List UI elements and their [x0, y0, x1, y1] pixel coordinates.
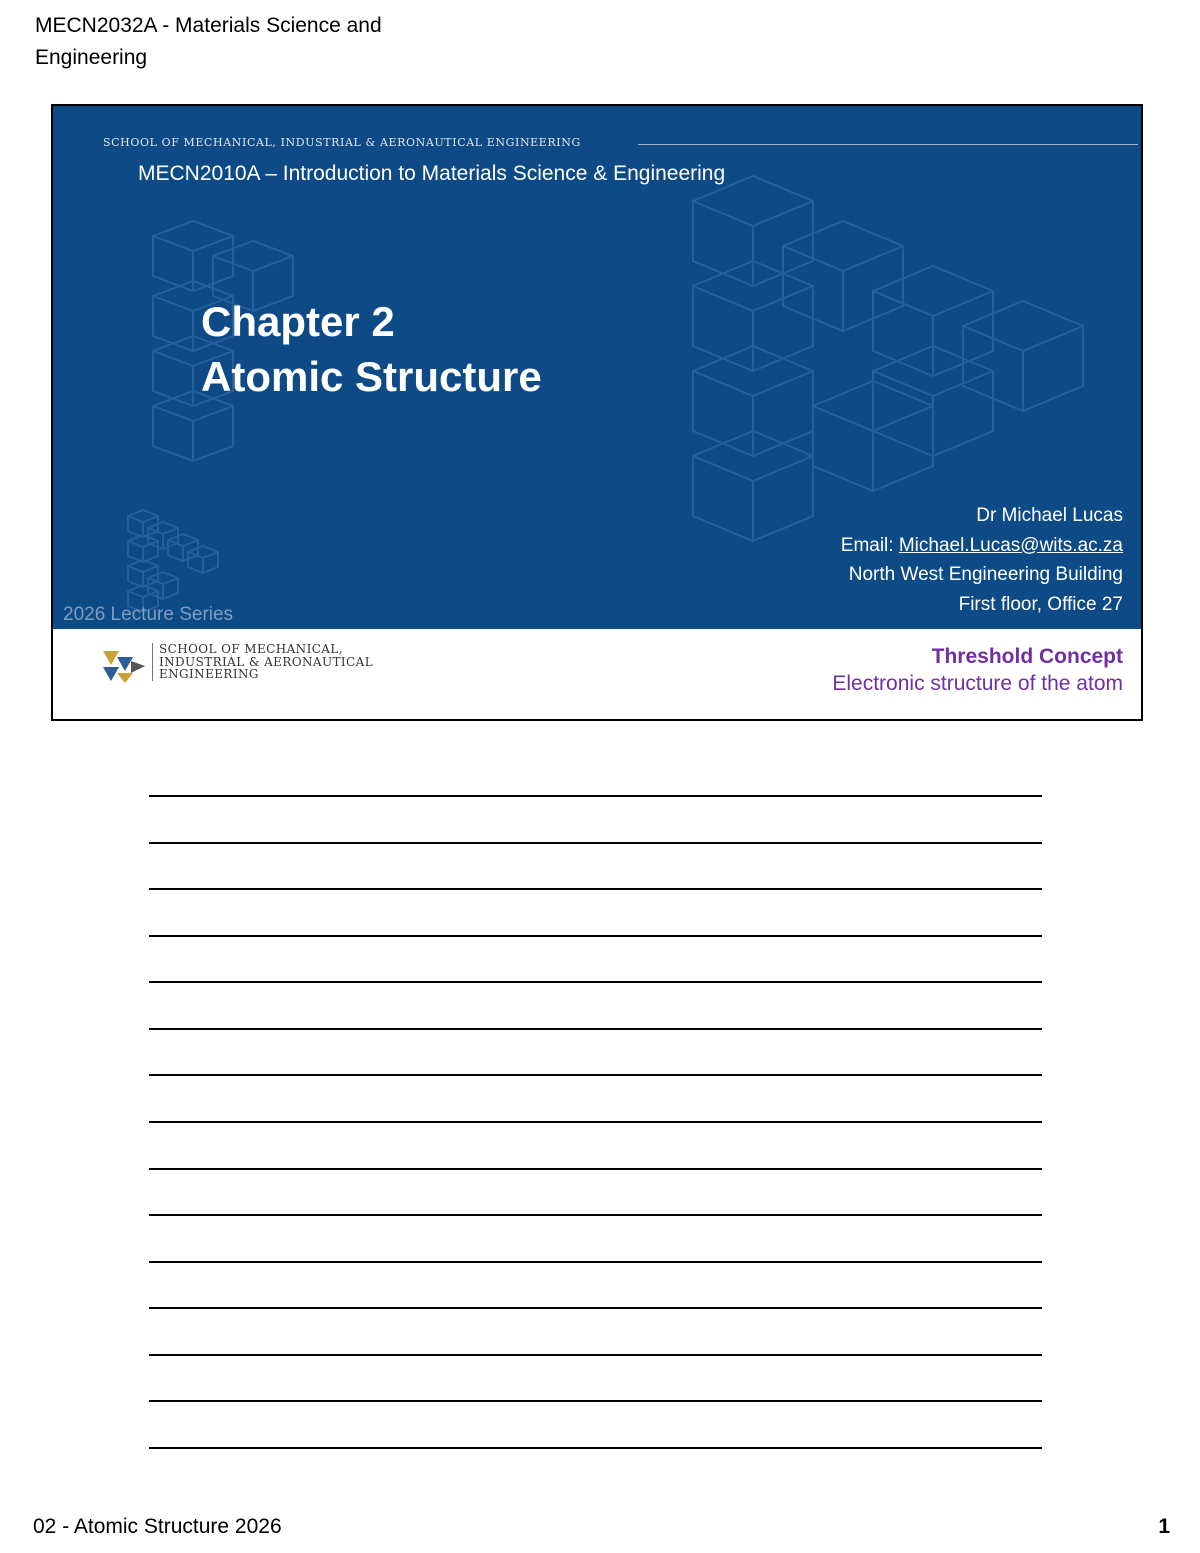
email-link[interactable]: Michael.Lucas@wits.ac.za [898, 534, 1123, 556]
note-line [149, 1214, 1042, 1216]
note-line [149, 1121, 1042, 1123]
note-line [149, 1400, 1042, 1402]
threshold-title: Threshold Concept [931, 645, 1123, 668]
note-line [149, 1307, 1042, 1309]
chapter-number: Chapter 2 [201, 298, 395, 345]
footer-title: 02 - Atomic Structure 2026 [33, 1515, 282, 1538]
threshold-subtitle: Electronic structure of the atom [832, 672, 1123, 695]
logo-text-line: INDUSTRIAL & AERONAUTICAL [159, 654, 374, 669]
logo-text-line: ENGINEERING [159, 667, 259, 681]
note-line [149, 1261, 1042, 1263]
note-line [149, 981, 1042, 983]
chapter-name: Atomic Structure [201, 353, 542, 400]
note-line [149, 888, 1042, 890]
note-line [149, 795, 1042, 797]
office: First floor, Office 27 [958, 593, 1123, 615]
logo-text-line: SCHOOL OF MECHANICAL, [159, 642, 343, 656]
note-line [149, 935, 1042, 937]
note-line [149, 1074, 1042, 1076]
note-line [149, 1028, 1042, 1030]
note-line [149, 1354, 1042, 1356]
document-header: MECN2032A - Materials Science and Engineering [35, 14, 382, 69]
school-logo-icon [101, 647, 147, 685]
email-label: Email: [840, 534, 899, 556]
lecture-series: 2026 Lecture Series [63, 604, 234, 625]
note-line [149, 1447, 1042, 1449]
building: North West Engineering Building [848, 564, 1123, 585]
page-number: 1 [1158, 1515, 1170, 1538]
school-strap: SCHOOL OF MECHANICAL, INDUSTRIAL & AERONAUTICAL ENGINEERING [103, 136, 581, 149]
course-title: MECN2010A – Introduction to Materials Science & Engineering [138, 162, 726, 185]
note-line [149, 842, 1042, 844]
note-lines-area [149, 0, 1042, 1553]
note-line [149, 1168, 1042, 1170]
lecturer-name: Dr Michael Lucas [976, 505, 1123, 526]
